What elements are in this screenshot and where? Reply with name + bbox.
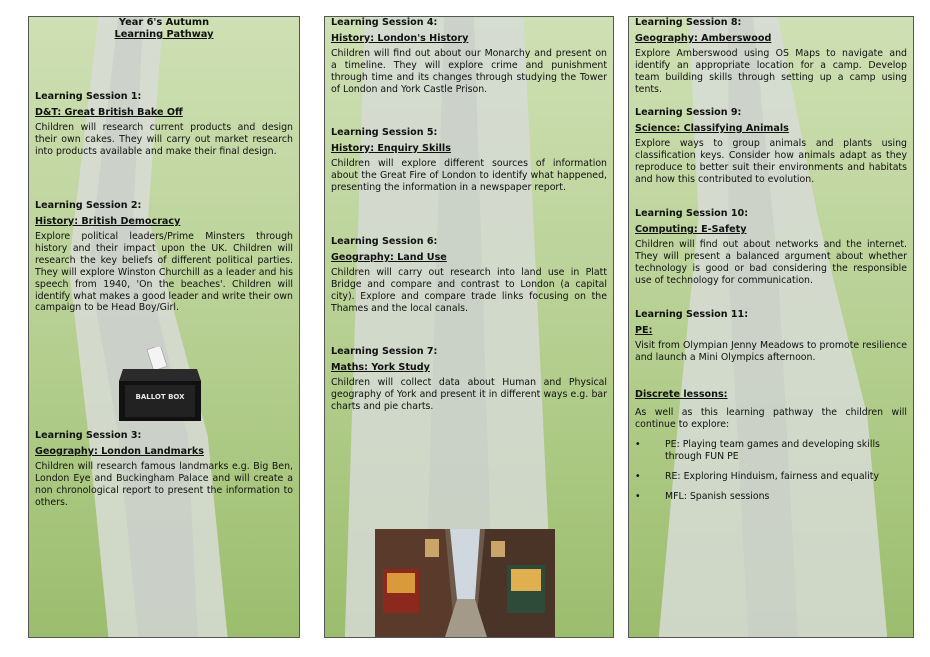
bullet-icon: •: [635, 470, 641, 482]
session-label: Learning Session 5:: [331, 127, 438, 138]
session-label: Learning Session 3:: [35, 430, 142, 441]
list-item: [635, 471, 907, 483]
session-label: Learning Session 7:: [331, 346, 438, 357]
title-line-2: Learning Pathway: [114, 29, 214, 40]
session-text: Children will research current products and design their own cakes. They will carry out market research into products available and make their final design.: [35, 122, 293, 157]
session-text: Children will carry out research into land use in Platt Bridge and compare and contrast to London (a capital city). Explore and compare trade links focusing on the Thames and the local canals.: [331, 267, 607, 314]
bullet-icon: •: [635, 438, 641, 450]
session-11: [635, 309, 907, 364]
session-2: [35, 200, 293, 314]
session-subject: Computing: E-Safety: [635, 224, 747, 235]
bullet-icon: •: [635, 490, 641, 502]
session-4: [331, 17, 607, 96]
session-6: [331, 236, 607, 315]
york-street-image: [375, 529, 555, 637]
session-label: Learning Session 1:: [35, 91, 142, 102]
session-label: Learning Session 9:: [635, 107, 742, 118]
session-subject: History: British Democracy: [35, 216, 181, 227]
session-text: Explore political leaders/Prime Minsters through history and their impact upon the UK. Children will research the key beliefs of different political parties. They will explore Winston Churchill as a leader and his speech from 1940, 'On the beaches'. Children will identify what makes a good leader and write their own campaign to be Head Boy/Girl.: [35, 231, 293, 314]
session-subject: History: Enquiry Skills: [331, 143, 451, 154]
panel-middle: [324, 16, 614, 638]
list-item: [635, 439, 907, 463]
session-subject: Geography: London Landmarks: [35, 446, 204, 457]
list-item-text: MFL: Spanish sessions: [665, 490, 770, 502]
ballot-box-image: [115, 347, 205, 425]
session-8: [635, 17, 907, 96]
session-1: [35, 91, 293, 158]
session-5: [331, 127, 607, 194]
session-10: [635, 208, 907, 287]
session-label: Learning Session 8:: [635, 17, 742, 28]
panel-left: [28, 16, 300, 638]
session-3: [35, 430, 293, 509]
list-item: [635, 491, 907, 503]
session-subject: D&T: Great British Bake Off: [35, 107, 183, 118]
session-text: Children will research famous landmarks e.g. Big Ben, London Eye and Buckingham Palace and will create a non chronological report to present the information to others.: [35, 461, 293, 508]
panel-right: [628, 16, 914, 638]
session-label: Learning Session 11:: [635, 309, 749, 320]
ballot-label: BALLOT BOX: [135, 393, 185, 401]
list-item-text: PE: Playing team games and developing skills through FUN PE: [665, 438, 880, 462]
session-text: Children will collect data about Human and Physical geography of York and present it in different ways e.g. bar charts and pie charts.: [331, 377, 607, 412]
title-line-1: Year 6's Autumn: [118, 17, 210, 28]
session-subject: Science: Classifying Animals: [635, 123, 789, 134]
session-subject: PE:: [635, 325, 653, 336]
discrete-heading: Discrete lessons:: [635, 389, 728, 400]
session-7: [331, 346, 607, 413]
discrete-intro: As well as this learning pathway the children will continue to explore:: [635, 407, 907, 430]
session-label: Learning Session 6:: [331, 236, 438, 247]
session-subject: History: London's History: [331, 33, 469, 44]
session-label: Learning Session 10:: [635, 208, 749, 219]
session-text: Children will find out about networks and the internet. They will present a balanced argument about whether technology is good or bad considering the responsible use of technology for communication.: [635, 239, 907, 286]
session-text: Children will find out about our Monarchy and present on a timeline. They will explore crime and punishment through time and its changes through studying the Tower of London and York Castle Prison.: [331, 48, 607, 95]
discrete-lessons: [635, 389, 907, 502]
session-subject: Maths: York Study: [331, 362, 430, 373]
session-text: Explore Amberswood using OS Maps to navigate and identify an appropriate location for a camp. Develop team building skills through setting up a camp using tents.: [635, 48, 907, 95]
session-subject: Geography: Land Use: [331, 252, 447, 263]
list-item-text: RE: Exploring Hinduism, fairness and equality: [665, 470, 879, 482]
session-9: [635, 107, 907, 186]
session-text: Explore ways to group animals and plants using classification keys. Consider how animals adapt as they reproduce to better suit their environments and habitats and how this contributed to evolution.: [635, 138, 907, 185]
pathway-title: [35, 17, 293, 41]
session-text: Visit from Olympian Jenny Meadows to promote resilience and launch a Mini Olympics afternoon.: [635, 340, 907, 363]
session-text: Children will explore different sources of information about the Great Fire of London to identify what happened, presenting the information in a newspaper report.: [331, 158, 607, 193]
session-subject: Geography: Amberswood: [635, 33, 772, 44]
session-label: Learning Session 4:: [331, 17, 438, 28]
session-label: Learning Session 2:: [35, 200, 142, 211]
